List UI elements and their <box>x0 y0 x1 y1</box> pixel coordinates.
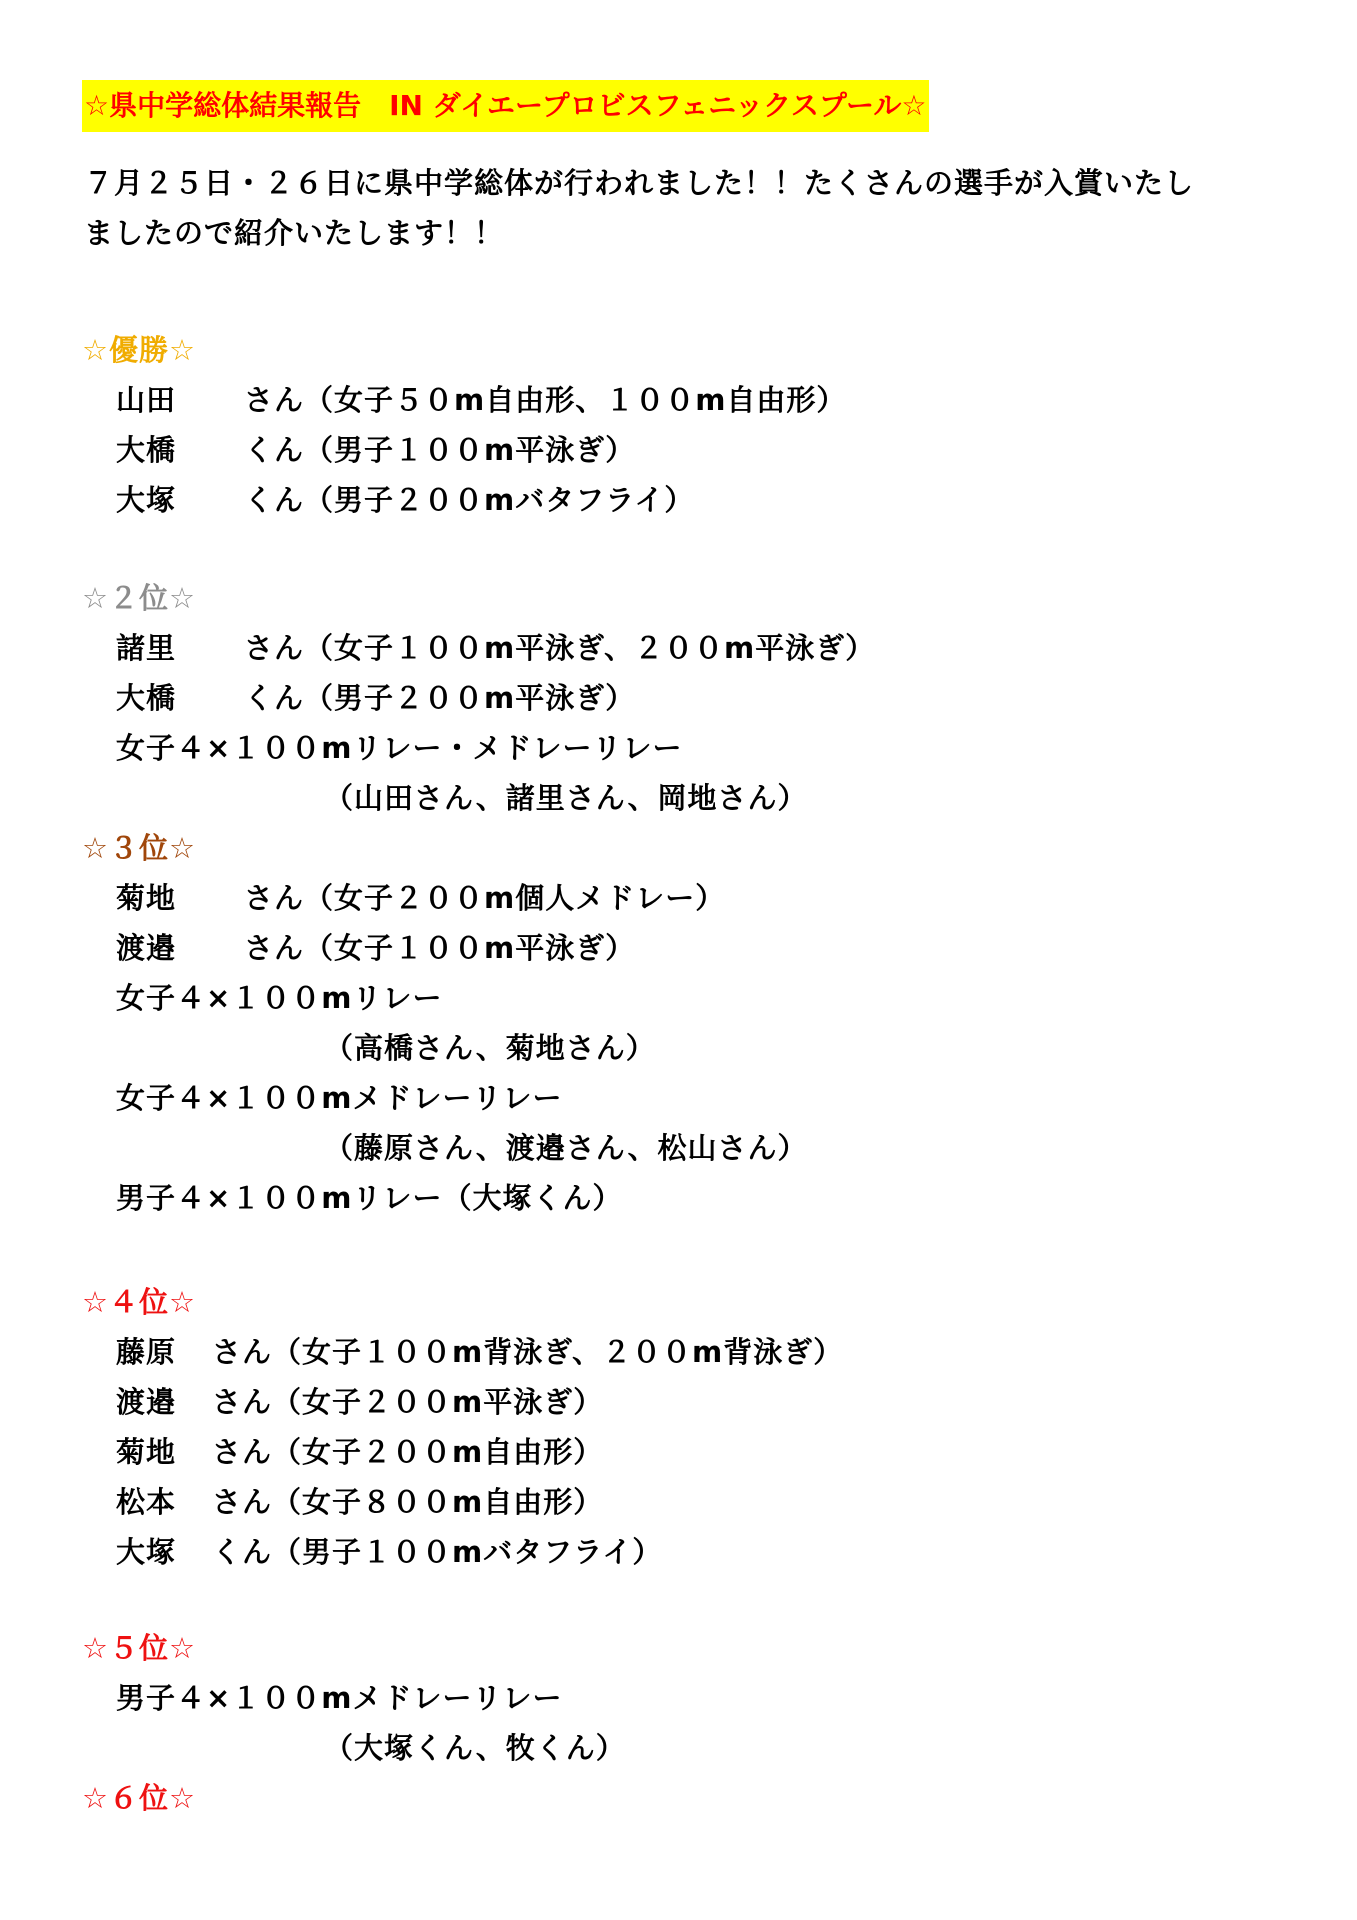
result-detail: さん（女子８００m自由形） <box>212 1485 604 1519</box>
swimmer-name: 大橋 <box>116 433 177 467</box>
result-entry <box>116 380 846 420</box>
relay-event: 女子４×１００mリレー・メドレーリレー <box>116 731 683 765</box>
result-entry <box>116 430 635 470</box>
relay-members: （山田さん、諸里さん、岡地さん） <box>324 781 808 815</box>
swimmer-name: 大塚 <box>116 1535 177 1569</box>
result-detail: さん（女子１００m背泳ぎ、２００m背泳ぎ） <box>212 1335 844 1369</box>
relay-event: 女子４×１００mリレー <box>116 981 443 1015</box>
result-detail: さん（女子１００m平泳ぎ） <box>244 931 636 965</box>
swimmer-name: 菊地 <box>116 1435 177 1469</box>
result-detail: くん（男子２００mバタフライ） <box>244 483 695 517</box>
heading-6th-place: ☆６位☆ <box>82 1781 196 1815</box>
page-title: ☆県中学総体結果報告 IN ダイエープロビスフェニックスプール☆ <box>82 80 929 132</box>
swimmer-name: 諸里 <box>116 631 177 665</box>
intro-line-1: ７月２５日・２６日に県中学総体が行われました！！たくさんの選手が入賞いたし <box>84 166 1195 200</box>
intro-line-2: ましたので紹介いたします！！ <box>84 216 505 250</box>
heading-5th-place: ☆５位☆ <box>82 1631 196 1665</box>
relay-members: （大塚くん、牧くん） <box>324 1731 626 1765</box>
result-detail: さん（女子２００m平泳ぎ） <box>212 1385 604 1419</box>
swimmer-name: 藤原 <box>116 1335 177 1369</box>
result-entry <box>116 928 635 968</box>
result-entry <box>116 480 694 520</box>
swimmer-name: 菊地 <box>116 881 177 915</box>
swimmer-name: 渡邉 <box>116 931 177 965</box>
heading-2nd-place: ☆２位☆ <box>82 581 196 615</box>
heading-4th-place: ☆４位☆ <box>82 1285 196 1319</box>
result-entry <box>116 1532 662 1572</box>
swimmer-name: 大橋 <box>116 681 177 715</box>
swimmer-name: 山田 <box>116 383 177 417</box>
swimmer-name: 松本 <box>116 1485 177 1519</box>
result-entry <box>116 628 875 668</box>
swimmer-name: 大塚 <box>116 483 177 517</box>
relay-members: （高橋さん、菊地さん） <box>324 1031 656 1065</box>
result-detail: さん（女子２００m個人メドレー） <box>244 881 726 915</box>
heading-3rd-place: ☆３位☆ <box>82 831 196 865</box>
result-entry <box>116 678 635 718</box>
result-entry <box>116 1482 603 1522</box>
relay-event: 男子４×１００mメドレーリレー <box>116 1681 563 1715</box>
result-detail: さん（女子２００m自由形） <box>212 1435 604 1469</box>
result-entry <box>116 1332 843 1372</box>
result-detail: さん（女子５０m自由形、１００m自由形） <box>244 383 847 417</box>
relay-members: （藤原さん、渡邉さん、松山さん） <box>324 1131 808 1165</box>
relay-event: 女子４×１００mメドレーリレー <box>116 1081 563 1115</box>
result-entry <box>116 1432 603 1472</box>
result-entry <box>116 1382 603 1422</box>
result-detail: くん（男子１００m平泳ぎ） <box>244 433 636 467</box>
swimmer-name: 渡邉 <box>116 1385 177 1419</box>
result-entry <box>116 878 725 918</box>
heading-1st-place: ☆優勝☆ <box>82 333 196 367</box>
result-detail: くん（男子１００mバタフライ） <box>212 1535 663 1569</box>
result-detail: くん（男子２００m平泳ぎ） <box>244 681 636 715</box>
relay-event: 男子４×１００mリレー（大塚くん） <box>116 1181 623 1215</box>
result-detail: さん（女子１００m平泳ぎ、２００m平泳ぎ） <box>244 631 876 665</box>
